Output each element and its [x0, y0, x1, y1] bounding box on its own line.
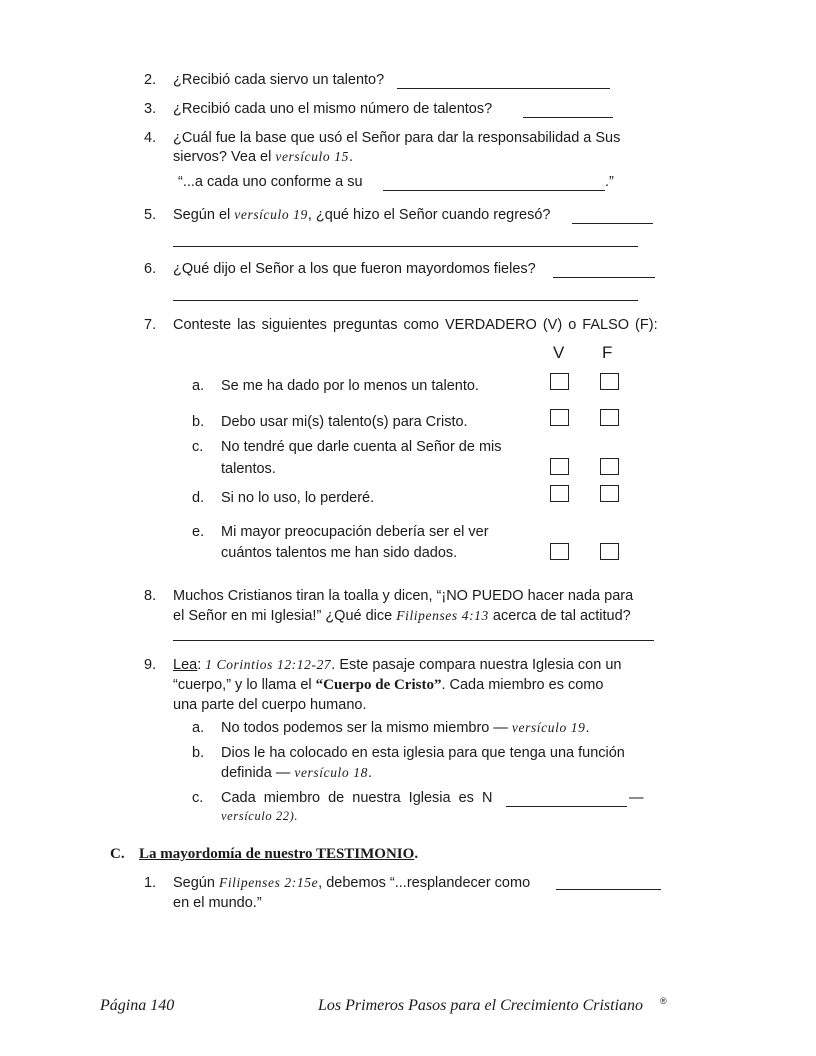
verse-reference: 1 Corintios 12:12-27 [205, 657, 332, 672]
verse-reference: Filipenses 4:13 [396, 608, 489, 623]
column-header-true: V [553, 343, 565, 362]
item-text-line2: definida — versículo 18. [221, 765, 372, 781]
question-text-line2: “cuerpo,” y lo llama el “Cuerpo de Cristo”. Cada miembro es como [173, 677, 604, 693]
item-text: Cada miembro de nuestra Iglesia es N [221, 790, 493, 806]
question-text: ¿Recibió cada siervo un talento? [173, 72, 385, 88]
question-text-line1: ¿Cuál fue la base que usó el Señor para dar la responsabilidad a Sus [173, 130, 621, 146]
item-letter: b. [192, 414, 205, 430]
item-text-line2: cuántos talentos me han sido dados. [221, 545, 458, 561]
answer-line[interactable] [173, 640, 654, 641]
item-letter: b. [192, 745, 205, 761]
answer-blank[interactable] [553, 277, 655, 278]
question-text-line3: una parte del cuerpo humano. [173, 697, 367, 713]
book-title: Los Primeros Pasos para el Crecimiento Cristiano [318, 997, 644, 1014]
question-number: 5. [144, 207, 157, 223]
true-checkbox[interactable] [550, 373, 569, 390]
true-checkbox[interactable] [550, 458, 569, 475]
true-checkbox[interactable] [550, 409, 569, 426]
dash: — [629, 790, 644, 806]
item-text-line1: Mi mayor preocupación debería ser el ver [221, 524, 489, 540]
quote-start: “...a cada uno conforme a su [178, 174, 363, 190]
false-checkbox[interactable] [600, 485, 619, 502]
emphasis: “Cuerpo de Cristo” [315, 677, 442, 693]
quote-end: .” [605, 174, 614, 190]
answer-blank[interactable] [397, 88, 610, 89]
answer-blank[interactable] [572, 223, 653, 224]
section-letter: C. [110, 846, 125, 862]
question-text-line2: el Señor en mi Iglesia!” ¿Qué dice Filipenses 4:13 acerca de tal actitud? [173, 608, 631, 624]
item-text-line1: No tendré que darle cuenta al Señor de mis [221, 439, 502, 455]
item-letter: a. [192, 378, 205, 394]
answer-line[interactable] [173, 300, 638, 301]
item-letter: d. [192, 490, 205, 506]
question-number: 8. [144, 588, 157, 604]
item-text: Se me ha dado por lo menos un talento. [221, 378, 479, 394]
question-text: ¿Recibió cada uno el mismo número de talentos? [173, 101, 493, 117]
item-text-line1: Dios le ha colocado en esta iglesia para que tenga una función [221, 745, 625, 761]
question-text-line2: siervos? Vea el versículo 15. [173, 149, 353, 165]
answer-blank[interactable] [383, 190, 605, 191]
item-letter: c. [192, 439, 204, 455]
false-checkbox[interactable] [600, 373, 619, 390]
column-header-false: F [602, 343, 613, 362]
question-text: ¿Qué dijo el Señor a los que fueron mayordomos fieles? [173, 261, 536, 277]
verse-reference: versículo 19 [234, 207, 308, 222]
registered-mark: ® [660, 996, 667, 1006]
question-text-line1: Muchos Cristianos tiran la toalla y dicen, “¡NO PUEDO hacer nada para [173, 588, 634, 604]
item-letter: e. [192, 524, 205, 540]
item-letter: c. [192, 790, 204, 806]
question-text-line1: Según Filipenses 2:15e, debemos “...resplandecer como [173, 875, 531, 891]
item-text: Si no lo uso, lo perderé. [221, 490, 375, 506]
question-text-line2: en el mundo.” [173, 895, 262, 911]
section-title: La mayordomía de nuestro TESTIMONIO. [139, 846, 419, 862]
false-checkbox[interactable] [600, 409, 619, 426]
question-text-line1: Lea: 1 Corintios 12:12-27. Este pasaje compara nuestra Iglesia con un [173, 657, 622, 673]
false-checkbox[interactable] [600, 543, 619, 560]
page-number: Página 140 [100, 997, 175, 1014]
answer-blank[interactable] [506, 806, 627, 807]
item-text: Debo usar mi(s) talento(s) para Cristo. [221, 414, 468, 430]
question-number: 7. [144, 317, 157, 333]
answer-line[interactable] [173, 246, 638, 247]
answer-blank[interactable] [523, 117, 613, 118]
verse-reference: Filipenses 2:15e [218, 875, 319, 890]
question-text: Conteste las siguientes preguntas como VERDADERO (V) o FALSO (F): [173, 317, 658, 333]
item-letter: a. [192, 720, 205, 736]
item-text: No todos podemos ser la mismo miembro — versículo 19. [221, 720, 590, 736]
verse-reference: versículo 19 [511, 720, 586, 735]
question-number: 4. [144, 130, 157, 146]
question-number: 9. [144, 657, 157, 673]
true-checkbox[interactable] [550, 543, 569, 560]
verse-reference: versículo 22). [221, 809, 299, 823]
question-number: 2. [144, 72, 157, 88]
question-number: 1. [144, 875, 157, 891]
false-checkbox[interactable] [600, 458, 619, 475]
verse-reference: versículo 18 [294, 765, 368, 780]
answer-blank[interactable] [556, 889, 661, 890]
verse-reference: versículo 15 [275, 149, 349, 164]
question-number: 3. [144, 101, 157, 117]
true-checkbox[interactable] [550, 485, 569, 502]
question-number: 6. [144, 261, 157, 277]
question-text: Según el versículo 19, ¿qué hizo el Señor cuando regresó? [173, 207, 551, 223]
item-text-line2: talentos. [221, 461, 276, 477]
